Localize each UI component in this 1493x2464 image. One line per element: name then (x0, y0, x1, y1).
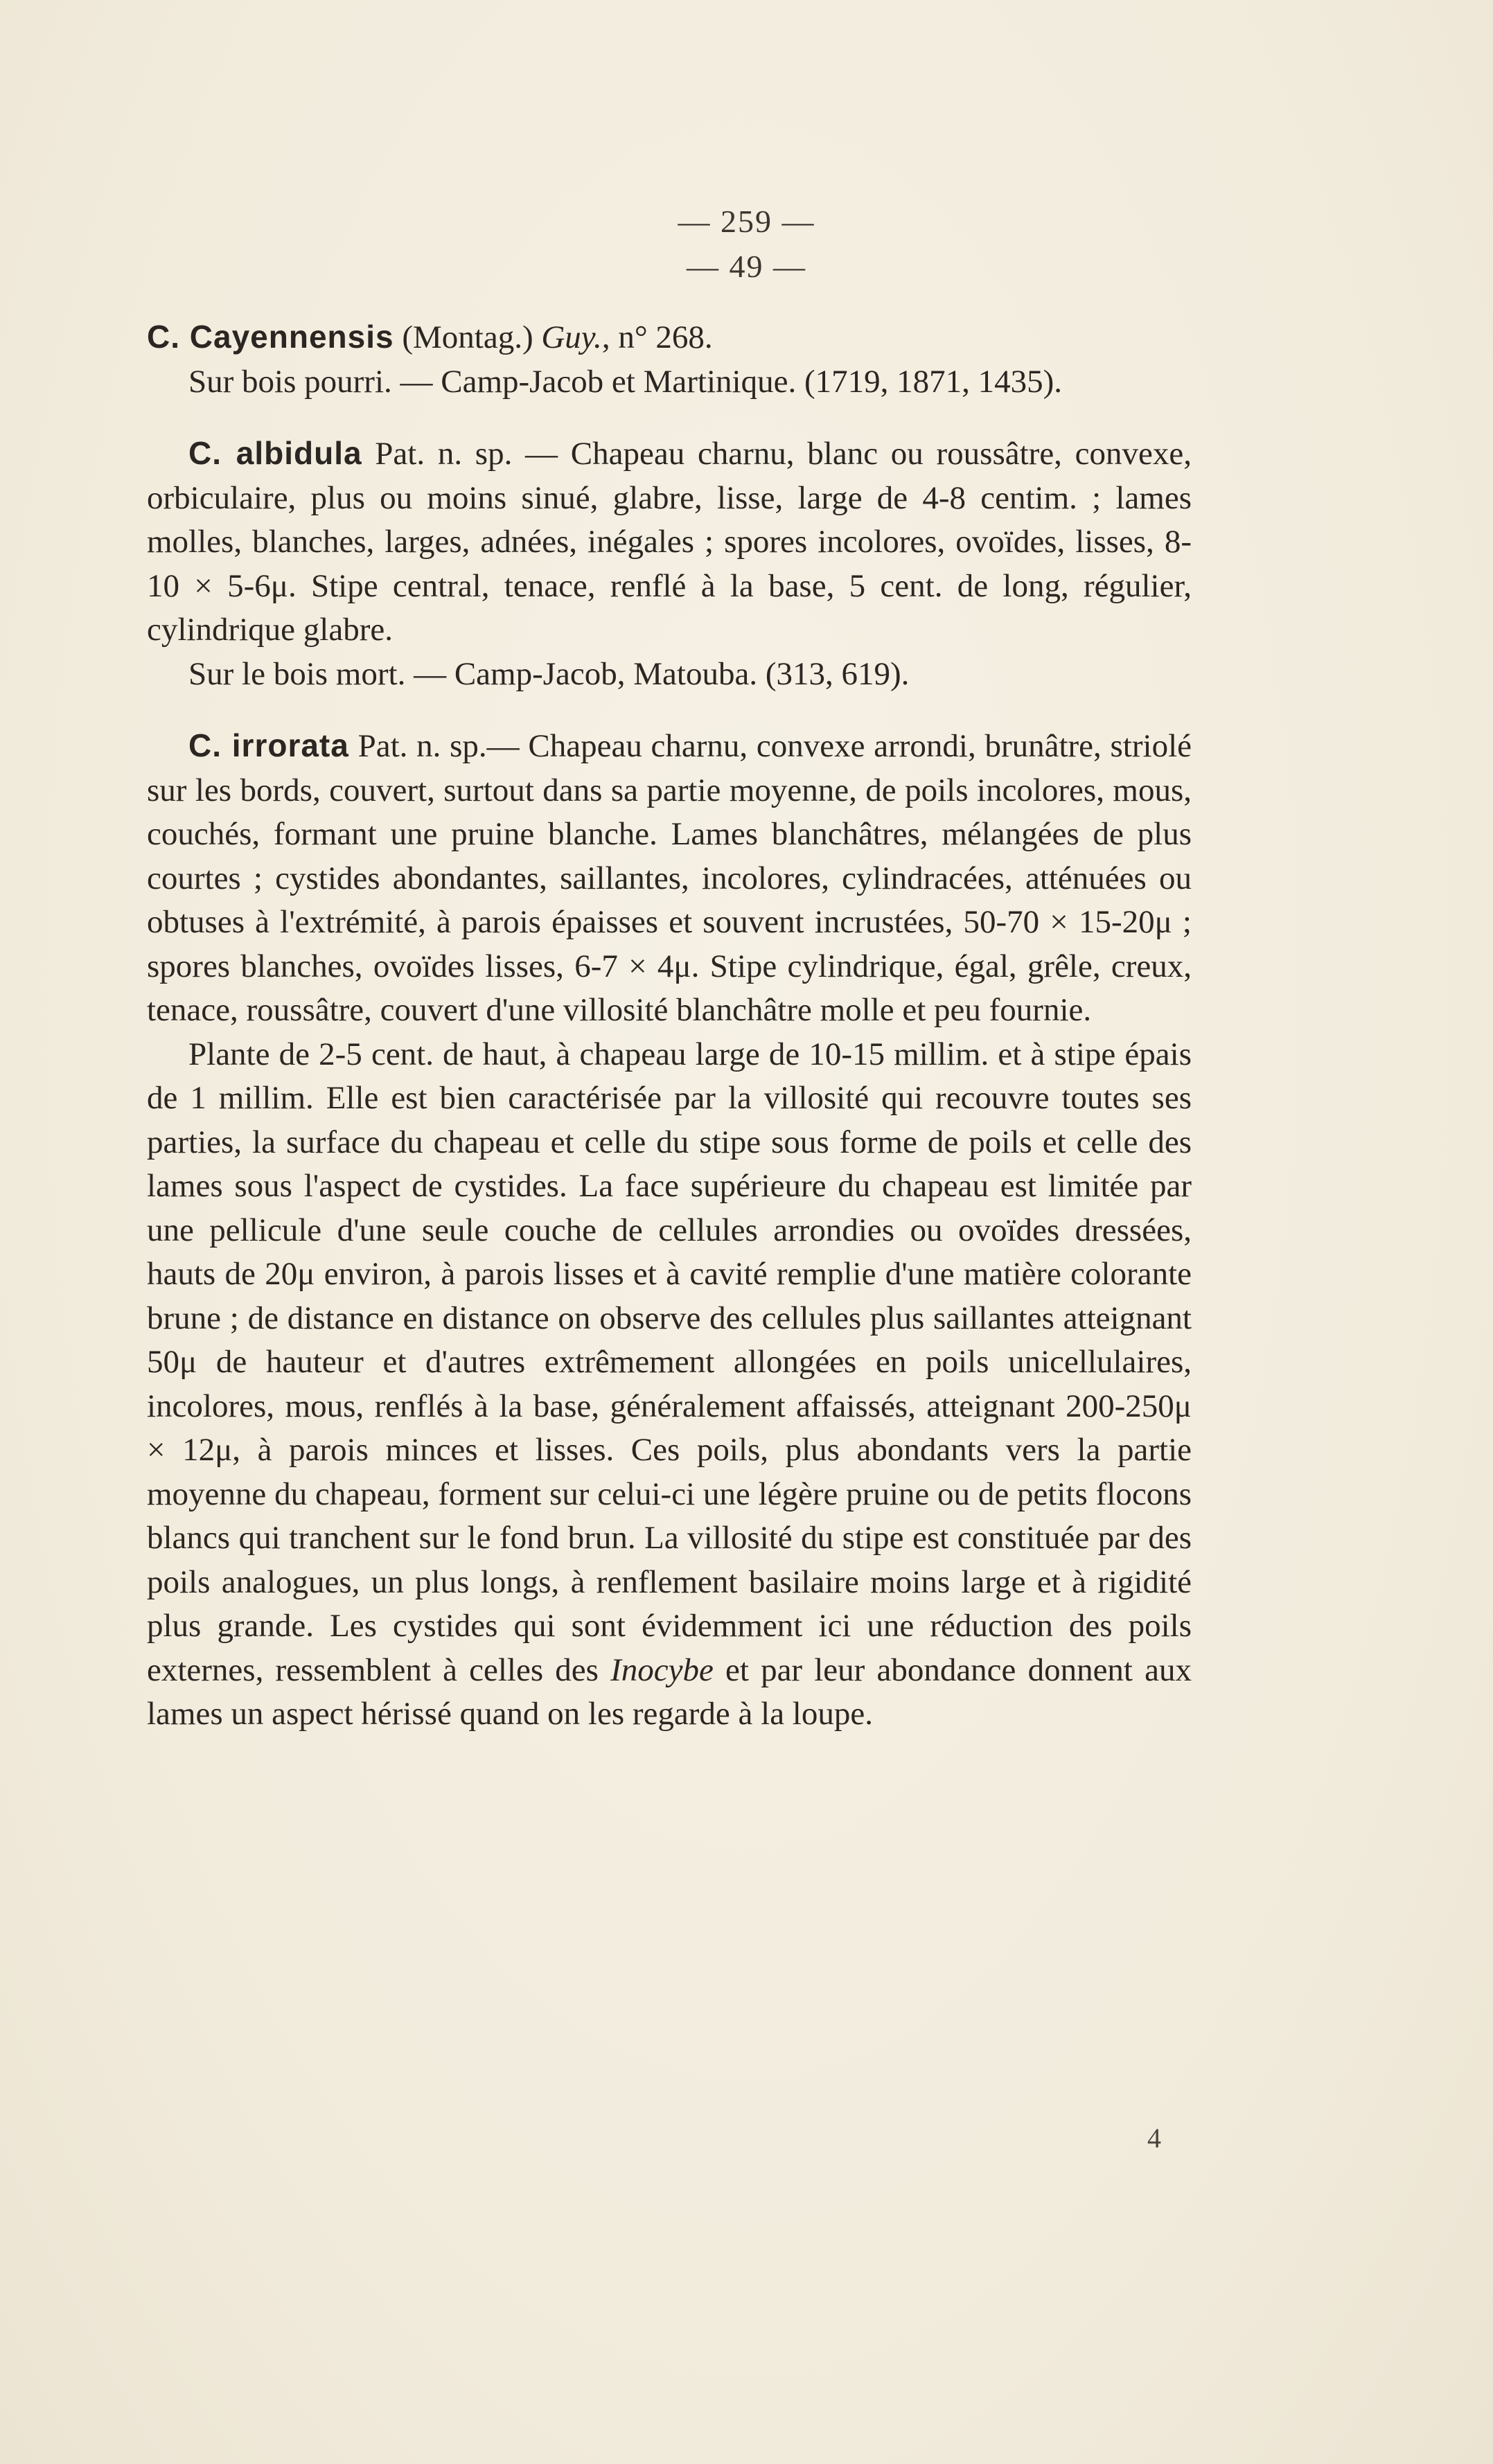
entry-cayennensis-habitat: Sur bois pourri. — Camp-Jacob et Martinique. (1719, 1871, 1435). (188, 363, 1062, 400)
signature-mark: 4 (1147, 2122, 1161, 2154)
citation-rest: , n° 268. (601, 319, 713, 355)
discussion-text-end: et par leur abondance donnent aux lames un aspect hérissé quand on les regarde à la loupe. (147, 1651, 1192, 1732)
entry-irrorata-description (147, 724, 1192, 1033)
species-name: C. Cayennensis (147, 319, 394, 355)
entry-irrorata-discussion (147, 1033, 1192, 1737)
page-number-primary: — 259 — (678, 204, 815, 239)
body-text (147, 315, 1192, 1737)
species-name: C. irrorata (188, 727, 349, 763)
page-number-secondary: — 49 — (687, 249, 806, 284)
entry-albidula-description (147, 432, 1192, 653)
entry-cayennensis-title (147, 315, 1192, 360)
species-name: C. albidula (188, 435, 362, 471)
description: Pat. n. sp.— Chapeau charnu, convexe arrondi, brunâtre, striolé sur les bords, couvert, surtout dans sa partie moyenne, de poils incolores, mous, couchés, formant une pruine blanche. Lames blanchâtres, mélangées de plus courtes ; cystides abondantes, saillantes, incolores, cylindracées, atténuées ou obtuses à l'extrémité, à parois épaisses et souvent incrustées, 50-70 × 15-20μ ; spores blanches, ovoïdes lisses, 6-7 × 4μ. Stipe cylindrique, égal, grêle, creux, tenace, roussâtre, couvert d'une villosité blanchâtre molle et peu fournie. (147, 728, 1192, 1028)
genus-italic: Inocybe (610, 1651, 714, 1688)
discussion-text: Plante de 2-5 cent. de haut, à chapeau large de 10-15 millim. et à stipe épais de 1 millim. Elle est bien caractérisée par la villosité qui recouvre toutes ses parties, la surface du chapeau et celle du stipe sous forme de poils et celle des lames sous l'aspect de cystides. La face supérieure du chapeau est limitée par une pellicule d'une seule couche de cellules arrondies ou ovoïdes dressées, hauts de 20μ environ, à parois lisses et à cavité remplie d'une matière colorante brune ; de distance en distance on observe des cellules plus saillantes atteignant 50μ de hauteur et d'autres extrêmement allongées en poils unicellulaires, incolores, mous, renflés à la base, généralement affaissés, atteignant 200-250μ × 12μ, à parois minces et lisses. Ces poils, plus abondants vers la partie moyenne du chapeau, forment sur celui-ci une légère pruine ou de petits flocons blancs qui tranchent sur le fond brun. La villosité du stipe est constituée par des poils analogues, un plus longs, à renflement basilaire moins large et à rigidité plus grande. Les cystides qui sont évidemment ici une réduction des poils externes, ressemblent à celles des (147, 1036, 1192, 1688)
description: Pat. n. sp. — Chapeau charnu, blanc ou roussâtre, convexe, orbiculaire, plus ou moins sinué, glabre, lisse, large de 4-8 centim. ; lames molles, blanches, larges, adnées, inégales ; spores incolores, ovoïdes, lisses, 8-10 × 5-6μ. Stipe central, tenace, renflé à la base, 5 cent. de long, régulier, cylindrique glabre. (147, 436, 1192, 648)
citation-italic: Guy. (541, 319, 602, 355)
entry-albidula-habitat: Sur le bois mort. — Camp-Jacob, Matouba. (313, 619). (188, 655, 910, 692)
authority: (Montag.) (394, 319, 542, 355)
